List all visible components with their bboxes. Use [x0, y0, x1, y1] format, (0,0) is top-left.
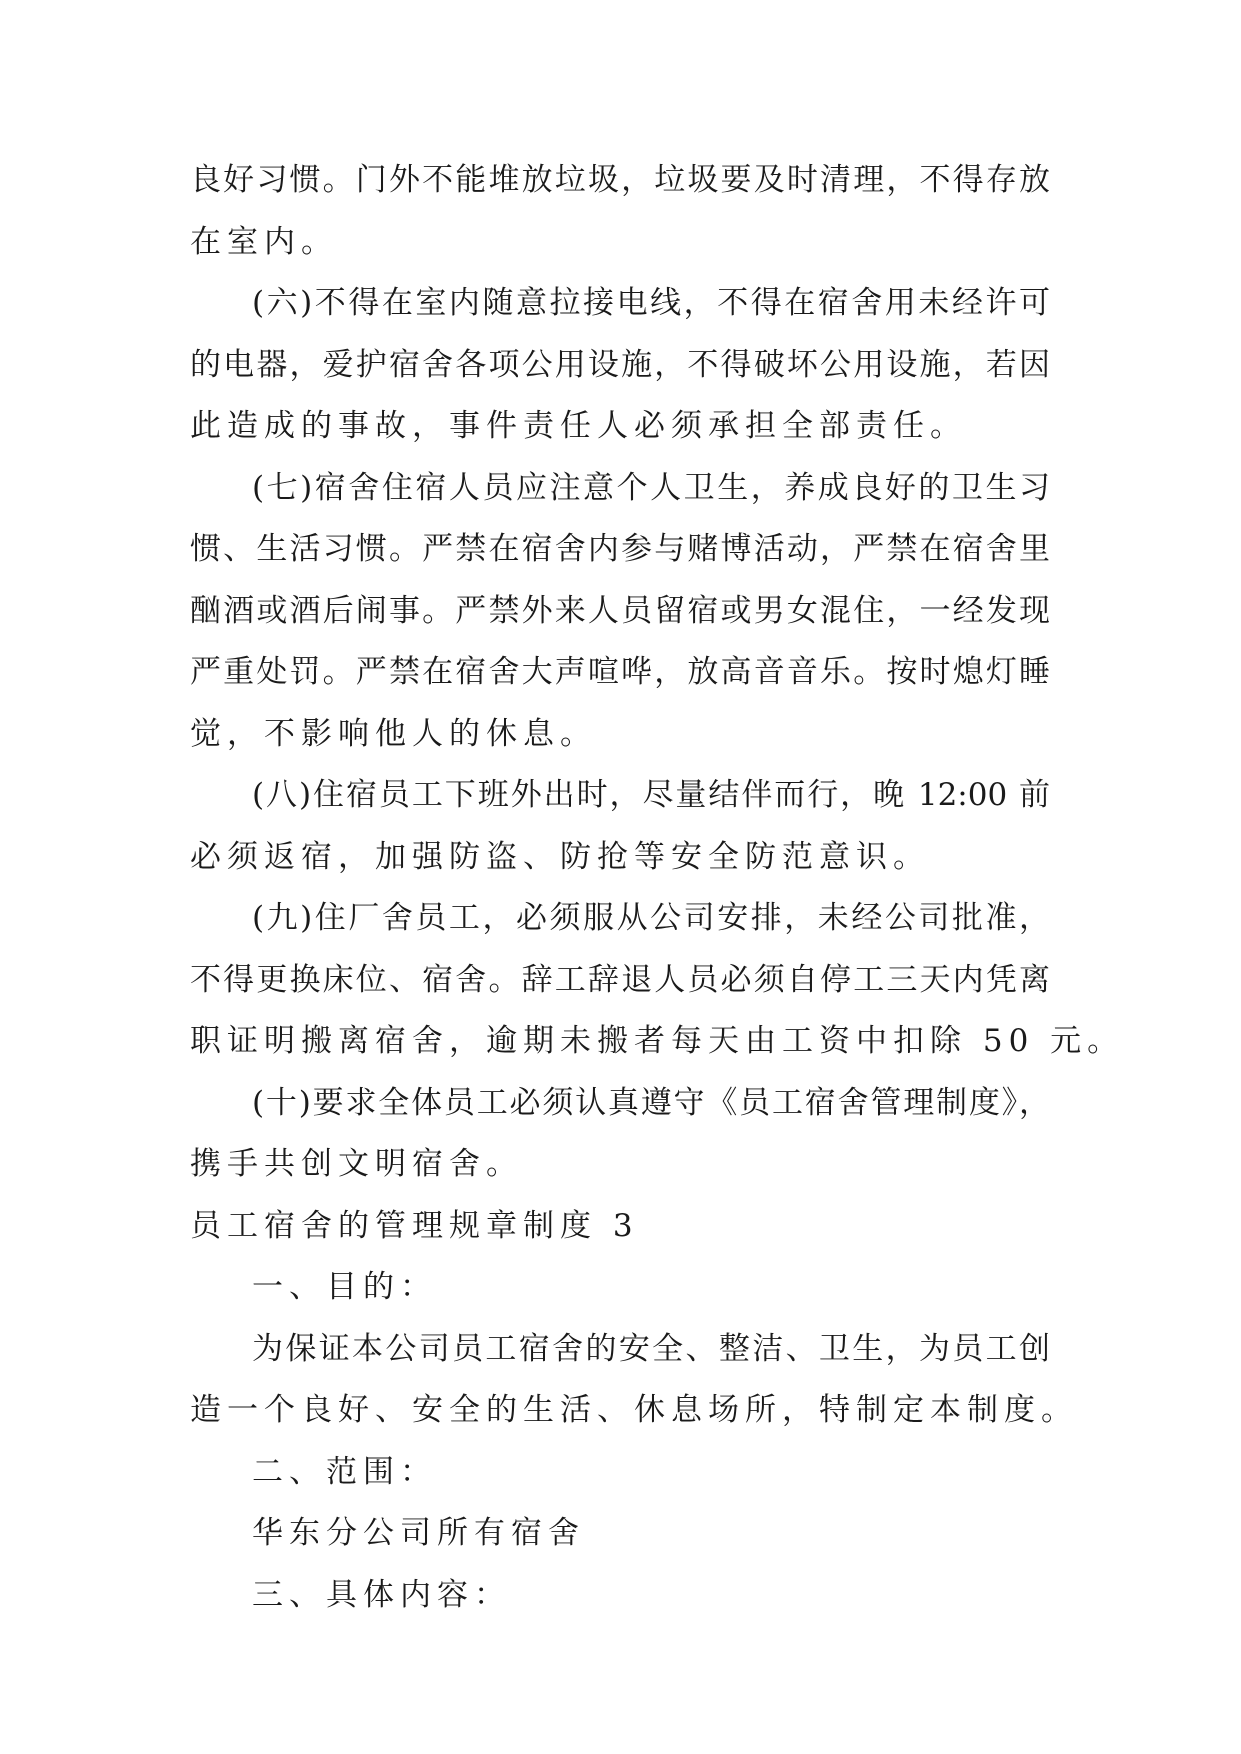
text-line: 良好习惯。门外不能堆放垃圾，垃圾要及时清理，不得存放 [190, 162, 1050, 198]
text-line: 不得更换床位、宿舍。辞工辞退人员必须自停工三天内凭离 [190, 961, 1050, 998]
text-line: 此造成的事故，事件责任人必须承担全部责任。 [190, 408, 967, 444]
text-line: 携手共创文明宿舍。 [190, 1146, 523, 1182]
text-line: 在室内。 [190, 223, 338, 260]
text-line: 必须返宿，加强防盗、防抢等安全防范意识。 [190, 838, 930, 875]
text-line: 华东分公司所有宿舍 [252, 1515, 585, 1551]
document-body [190, 150, 1125, 1626]
paragraph-7-start: (七)宿舍住宿人员应注意个人卫生，养成良好的卫生习 [252, 469, 1050, 506]
text-line: 职证明搬离宿舍，逾期未搬者每天由工资中扣除 50 元。 [190, 1023, 1125, 1059]
text-line: 的电器，爱护宿舍各项公用设施，不得破坏公用设施，若因 [190, 346, 1050, 383]
text-line: 觉，不影响他人的休息。 [190, 715, 597, 752]
text-line: 惯、生活习惯。严禁在宿舍内参与赌博活动，严禁在宿舍里 [190, 531, 1050, 567]
paragraph-8-start: (八)住宿员工下班外出时，尽量结伴而行，晚 12:00 前 [252, 777, 1050, 813]
text-line: 为保证本公司员工宿舍的安全、整洁、卫生，为员工创 [252, 1330, 1050, 1367]
paragraph-6-start: (六)不得在室内随意拉接电线，不得在宿舍用未经许可 [252, 285, 1050, 321]
text-line: 严重处罚。严禁在宿舍大声喧哗，放高音音乐。按时熄灯睡 [190, 654, 1050, 690]
text-line: 造一个良好、安全的生活、休息场所，特制定本制度。 [190, 1392, 1078, 1428]
text-line: 酗酒或酒后闹事。严禁外来人员留宿或男女混住，一经发现 [190, 592, 1050, 629]
section-heading: 员工宿舍的管理规章制度 3 [190, 1207, 639, 1244]
paragraph-10-start: (十)要求全体员工必须认真遵守《员工宿舍管理制度》， [252, 1084, 1050, 1121]
paragraph-9-start: (九)住厂舍员工，必须服从公司安排，未经公司批准， [252, 900, 1050, 936]
subheading-purpose: 一、目的： [252, 1269, 437, 1305]
subheading-content: 三、具体内容： [252, 1576, 511, 1613]
subheading-scope: 二、范围： [252, 1453, 437, 1490]
